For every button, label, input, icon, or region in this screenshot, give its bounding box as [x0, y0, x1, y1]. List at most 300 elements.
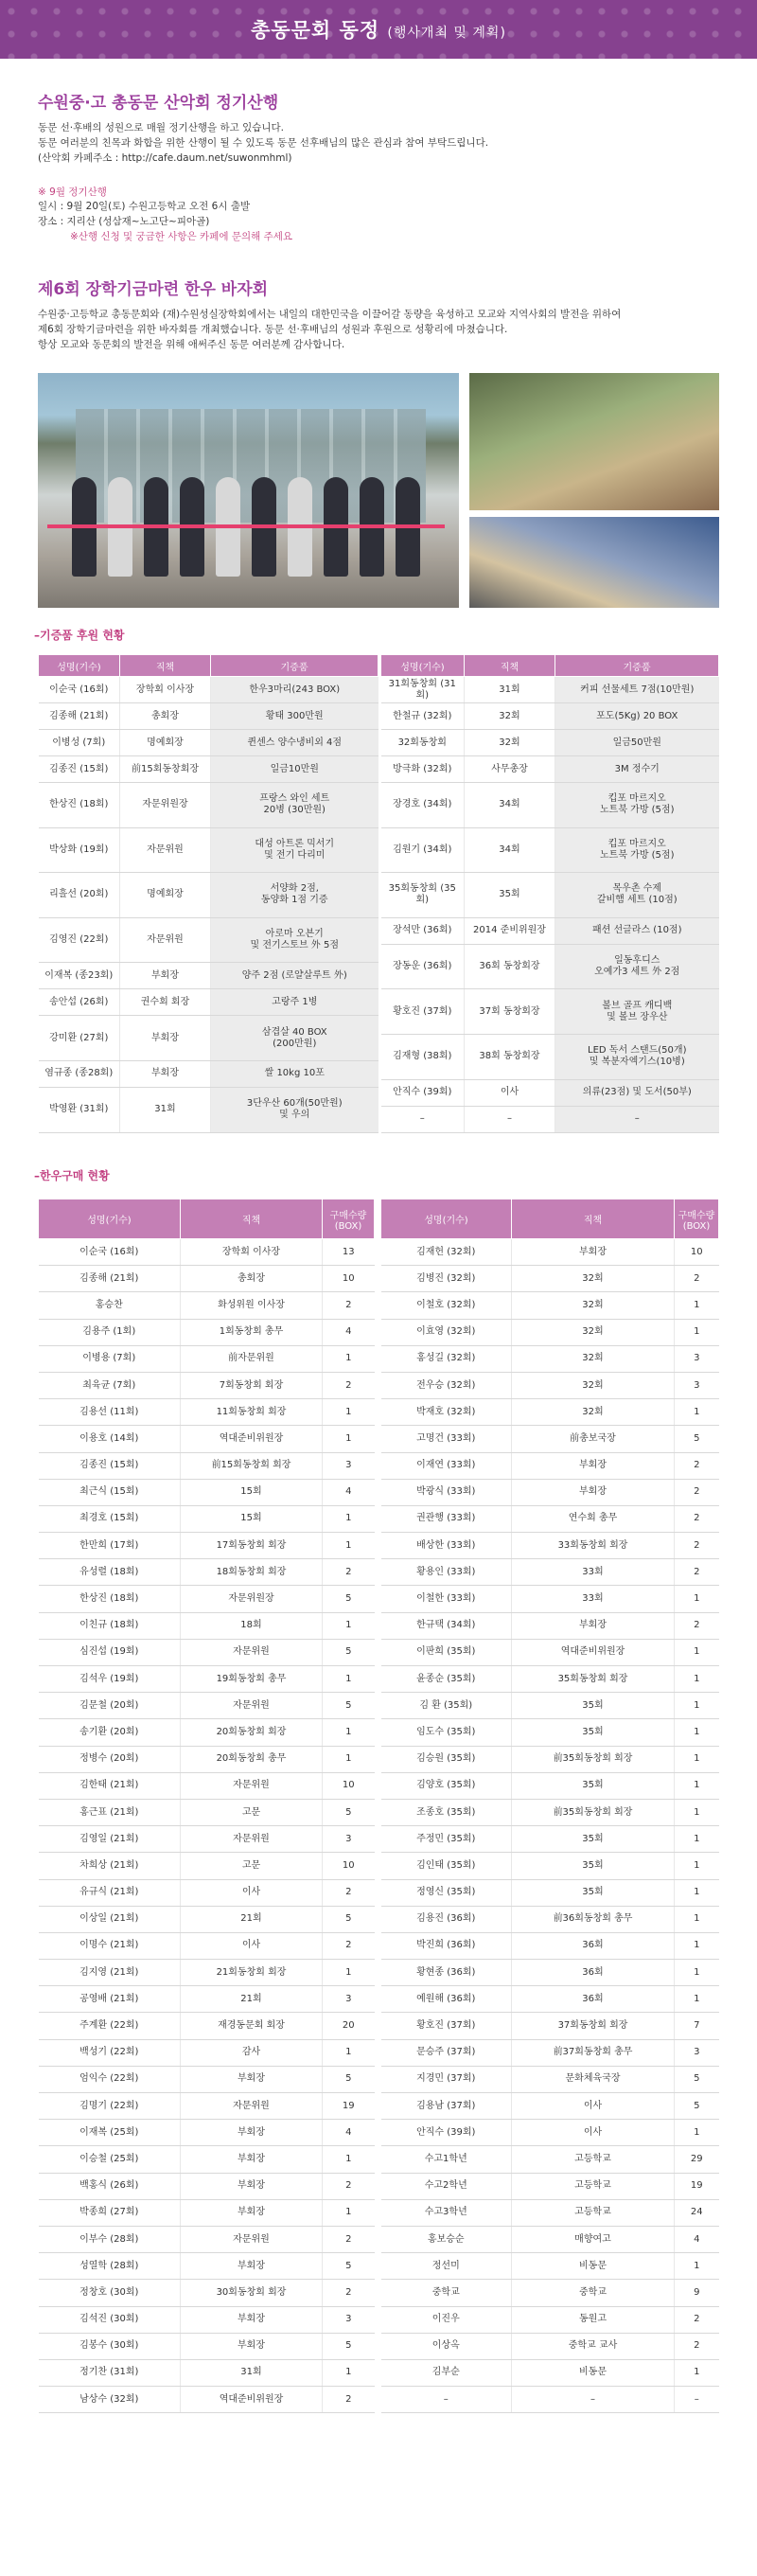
table-row: [381, 703, 719, 730]
table-cell: 3: [323, 1986, 375, 2013]
table-row: [381, 1960, 719, 1986]
table-cell: 김봉수 (30회): [39, 2333, 181, 2359]
table-row: [381, 2226, 719, 2252]
table-row: [381, 1612, 719, 1639]
table-cell: 2: [323, 2387, 375, 2413]
table-cell: 쌀 10kg 10포: [211, 1060, 378, 1087]
table-cell: 김재형 (38회): [381, 1034, 465, 1079]
table-cell: 1: [675, 1853, 719, 1879]
table-cell: 17회동창회 회장: [181, 1533, 323, 1559]
table-cell: 한규택 (34회): [381, 1612, 512, 1639]
table-cell: 이순국 (16회): [39, 677, 120, 703]
table-cell: 총회장: [181, 1266, 323, 1292]
table-cell: 35회: [512, 1719, 675, 1746]
table-row: [39, 1060, 378, 1087]
photo-gallery: [0, 373, 757, 619]
table-row: [381, 1292, 719, 1319]
table-row: [381, 1879, 719, 1906]
table-cell: 고문: [181, 1853, 323, 1879]
table-row: [39, 2146, 375, 2173]
col-header: 직책: [181, 1199, 323, 1239]
table-cell: 1: [675, 1319, 719, 1345]
table-cell: 자문위원: [181, 1826, 323, 1853]
table-cell: 최경호 (15회): [39, 1505, 181, 1532]
table-cell: 31회: [181, 2359, 323, 2386]
table-cell: 32회: [512, 1345, 675, 1372]
table-cell: 부회장: [181, 2120, 323, 2146]
table-cell: 염규종 (종28회): [39, 1060, 120, 1087]
table-cell: 박광식 (33회): [381, 1479, 512, 1505]
table-row: [39, 2066, 375, 2092]
table-cell: –: [555, 1106, 719, 1132]
table-cell: 장석만 (36회): [381, 917, 465, 944]
table-cell: 김명기 (22회): [39, 2093, 181, 2120]
table-row: [381, 1639, 719, 1665]
hiking-schedule: 일시 : 9월 20일(토) 수원고등학교 오전 6시 출발: [38, 201, 251, 212]
table-cell: 3단우산 60개(50만원) 및 우의: [211, 1087, 378, 1132]
table-cell: 김재헌 (32회): [381, 1239, 512, 1266]
table-cell: 프랑스 와인 세트 20병 (30만원): [211, 783, 378, 828]
table-cell: 동원고: [512, 2306, 675, 2333]
table-cell: 김병진 (32회): [381, 1266, 512, 1292]
table-cell: 35회: [512, 1879, 675, 1906]
table-cell: 33회: [512, 1559, 675, 1586]
table-cell: 중학교: [381, 2280, 512, 2306]
table-cell: 3: [323, 1826, 375, 1853]
table-cell: 32회: [512, 1266, 675, 1292]
table-cell: 15회: [181, 1479, 323, 1505]
table-row: [381, 783, 719, 828]
table-row: [381, 1079, 719, 1106]
table-cell: 1: [323, 2146, 375, 2173]
table-cell: 자문위원: [181, 2226, 323, 2252]
bazaar-line-3: 항상 모교와 동문회의 발전을 위해 애써주신 동문 여러분께 감사합니다.: [38, 339, 345, 350]
table-cell: 김 환 (35회): [381, 1693, 512, 1719]
table-cell: 부회장: [181, 2146, 323, 2173]
table-cell: 이사: [512, 2120, 675, 2146]
table-cell: 9: [675, 2280, 719, 2306]
table-cell: 매향여고: [512, 2226, 675, 2252]
table-cell: 이사: [512, 2093, 675, 2120]
table-cell: 문승주 (37회): [381, 2039, 512, 2066]
bazaar-stall-photo: [469, 373, 719, 510]
table-row: [39, 1586, 375, 1612]
table-row: [39, 1016, 378, 1061]
table-cell: 1: [675, 1693, 719, 1719]
table-cell: 부회장: [181, 2066, 323, 2092]
table-cell: 의류(23점) 및 도서(50부): [555, 1079, 719, 1106]
table-cell: 31회: [465, 677, 555, 703]
table-cell: 역대준비위원장: [181, 1426, 323, 1452]
col-header: 기증품: [211, 655, 378, 677]
table-cell: 24: [675, 2199, 719, 2226]
table-cell: 32회: [465, 703, 555, 730]
table-cell: 21회동창회 회장: [181, 1960, 323, 1986]
table-cell: 아로마 오븐기 및 전기스토브 外 5점: [211, 917, 378, 963]
table-cell: 32회: [512, 1319, 675, 1345]
table-cell: 34회: [465, 783, 555, 828]
table-cell: 5: [323, 1799, 375, 1825]
table-cell: 1회동창회 총무: [181, 1319, 323, 1345]
table-cell: 이상옥: [381, 2333, 512, 2359]
table-row: [381, 1746, 719, 1772]
table-row: [381, 2387, 719, 2413]
table-row: [381, 730, 719, 756]
table-row: [39, 2359, 375, 2386]
table-row: [381, 1986, 719, 2013]
table-cell: 5: [323, 1586, 375, 1612]
table-cell: 1: [675, 2359, 719, 2386]
table-cell: 송기환 (20회): [39, 1719, 181, 1746]
table-cell: 1: [675, 1772, 719, 1799]
table-cell: 연수회 총무: [512, 1505, 675, 1532]
table-cell: 임도수 (35회): [381, 1719, 512, 1746]
table-row: [381, 677, 719, 703]
table-cell: 남상수 (32회): [39, 2387, 181, 2413]
table-cell: 명예회장: [120, 873, 211, 918]
table-cell: 안직수 (39회): [381, 2120, 512, 2146]
table-cell: 장경호 (34회): [381, 783, 465, 828]
table-cell: –: [381, 2387, 512, 2413]
table-cell: 장학회 이사장: [120, 677, 211, 703]
table-row: [381, 2120, 719, 2146]
table-cell: 1: [675, 1746, 719, 1772]
table-cell: 역대준비위원장: [512, 1639, 675, 1665]
table-cell: 최육균 (7회): [39, 1372, 181, 1398]
table-row: [39, 1559, 375, 1586]
table-cell: 사무총장: [465, 756, 555, 783]
table-cell: 고명건 (33회): [381, 1426, 512, 1452]
table-row: [39, 2039, 375, 2066]
table-cell: 목우촌 수제 갈비햄 세트 (10점): [555, 873, 719, 918]
table-cell: 부회장: [181, 2173, 323, 2199]
hiking-section: [0, 89, 757, 243]
table-cell: 7회동창회 회장: [181, 1372, 323, 1398]
table-cell: 부회장: [181, 2199, 323, 2226]
table-cell: 윤종순 (35회): [381, 1666, 512, 1693]
table-cell: 예원해 (36회): [381, 1986, 512, 2013]
table-cell: LED 독서 스탠드(50개) 및 복분자엑기스(10병): [555, 1034, 719, 1079]
table-cell: 김영진 (22회): [39, 917, 120, 963]
page-title: [0, 15, 757, 44]
table-cell: 한철규 (32회): [381, 703, 465, 730]
table-cell: 이재복 (25회): [39, 2120, 181, 2146]
table-cell: 고랑주 1병: [211, 989, 378, 1016]
table-cell: 성열학 (28회): [39, 2253, 181, 2280]
table-cell: 前35회동창회 회장: [512, 1799, 675, 1825]
table-row: [381, 1266, 719, 1292]
table-cell: 박영환 (31회): [39, 1087, 120, 1132]
table-cell: 정선미: [381, 2253, 512, 2280]
table-row: [39, 1932, 375, 1959]
table-cell: 21회: [181, 1906, 323, 1932]
table-cell: 32회: [465, 730, 555, 756]
table-row: [381, 2146, 719, 2173]
table-row: [381, 2039, 719, 2066]
table-cell: 35회: [512, 1853, 675, 1879]
table-cell: 부회장: [181, 2306, 323, 2333]
table-row: [381, 1319, 719, 1345]
table-cell: 38회 동창회장: [465, 1034, 555, 1079]
table-cell: 1: [323, 1612, 375, 1639]
table-cell: 감사: [181, 2039, 323, 2066]
table-cell: 화성위원 이사장: [181, 1292, 323, 1319]
table-cell: 1: [675, 1986, 719, 2013]
table-cell: 1: [675, 1639, 719, 1665]
table-cell: 정기찬 (31회): [39, 2359, 181, 2386]
table-cell: 일금10만원: [211, 756, 378, 783]
table-cell: 장학회 이사장: [181, 1239, 323, 1266]
table-cell: 1: [675, 1292, 719, 1319]
table-cell: 홍성길 (32회): [381, 1345, 512, 1372]
table-cell: 대성 아트론 믹서기 및 전기 다리미: [211, 827, 378, 873]
hiking-note-title: ※ 9월 정기산행: [38, 187, 107, 198]
table-row: [381, 1479, 719, 1505]
table-row: [39, 703, 378, 730]
table-cell: 1: [323, 1960, 375, 1986]
table-cell: 前37회동창회 총무: [512, 2039, 675, 2066]
table-row: [381, 2280, 719, 2306]
table-row: [39, 1292, 375, 1319]
table-cell: 이상일 (21회): [39, 1906, 181, 1932]
table-row: [381, 2066, 719, 2092]
table-row: [39, 1452, 375, 1479]
table-row: [39, 2280, 375, 2306]
table-cell: 5: [675, 2066, 719, 2092]
table-cell: 양주 2점 (로얄살루트 外): [211, 963, 378, 989]
table-cell: 29: [675, 2146, 719, 2173]
table-cell: 2: [323, 2226, 375, 2252]
page-header: [0, 0, 757, 59]
table-cell: 7: [675, 2013, 719, 2039]
table-cell: 1: [675, 1719, 719, 1746]
table-cell: 킵포 마르지오 노트북 가방 (5점): [555, 783, 719, 828]
table-cell: 한만희 (17회): [39, 1533, 181, 1559]
table-cell: 34회: [465, 827, 555, 873]
col-header: 성명(기수): [39, 655, 120, 677]
table-cell: 김문철 (20회): [39, 1693, 181, 1719]
table-cell: 5: [323, 2333, 375, 2359]
table-cell: –: [381, 1106, 465, 1132]
table-cell: 권관행 (33회): [381, 1505, 512, 1532]
table-cell: 1: [323, 1746, 375, 1772]
table-cell: 명예회장: [120, 730, 211, 756]
table-row: [39, 2387, 375, 2413]
table-cell: 前15회동창회 회장: [181, 1452, 323, 1479]
table-cell: 고문: [181, 1799, 323, 1825]
table-cell: 자문위원: [181, 1693, 323, 1719]
table-cell: 2: [675, 1479, 719, 1505]
table-cell: 고등학교: [512, 2199, 675, 2226]
table-row: [381, 1586, 719, 1612]
table-cell: 부회장: [120, 1060, 211, 1087]
table-cell: 한상진 (18회): [39, 783, 120, 828]
donation-table-right: [380, 654, 719, 1133]
table-cell: 비동문: [512, 2359, 675, 2386]
table-cell: 김종해 (21회): [39, 703, 120, 730]
table-row: [39, 1612, 375, 1639]
table-cell: 볼브 골프 캐디백 및 볼브 장우산: [555, 989, 719, 1035]
table-cell: 황용인 (33회): [381, 1559, 512, 1586]
table-cell: 이명수 (21회): [39, 1932, 181, 1959]
table-cell: 김석진 (30회): [39, 2306, 181, 2333]
table-cell: 1: [323, 1505, 375, 1532]
table-cell: 18회: [181, 1612, 323, 1639]
table-cell: 3: [675, 1345, 719, 1372]
table-cell: 18회동창회 회장: [181, 1559, 323, 1586]
table-cell: 31회동창회 (31회): [381, 677, 465, 703]
bazaar-crowd-photo: [469, 517, 719, 608]
table-row: [39, 1319, 375, 1345]
table-row: [39, 756, 378, 783]
ribbon-cutting-photo: [38, 373, 459, 608]
table-cell: 이친규 (18회): [39, 1612, 181, 1639]
table-cell: 배상한 (33회): [381, 1533, 512, 1559]
table-row: [381, 2359, 719, 2386]
table-cell: 문화체육국장: [512, 2066, 675, 2092]
table-cell: 최근식 (15회): [39, 1479, 181, 1505]
bazaar-title: 제6회 장학기금마련 한우 바자회: [38, 280, 269, 299]
table-cell: 고등학교: [512, 2146, 675, 2173]
table-cell: 10: [323, 1266, 375, 1292]
table-row: [381, 917, 719, 944]
table-cell: 공영배 (21회): [39, 1986, 181, 2013]
table-cell: 일동후디스 오예가3 세트 外 2점: [555, 944, 719, 989]
table-cell: 21회: [181, 1986, 323, 2013]
table-cell: 4: [323, 1319, 375, 1345]
table-cell: 36회: [512, 1986, 675, 2013]
table-cell: 2: [675, 1559, 719, 1586]
purchase-table-left: [38, 1199, 375, 2413]
table-cell: 송안섭 (26회): [39, 989, 120, 1016]
table-cell: 강미환 (27회): [39, 1016, 120, 1061]
table-row: [39, 1399, 375, 1426]
table-cell: 3: [323, 1452, 375, 1479]
table-cell: 김지영 (21회): [39, 1960, 181, 1986]
table-cell: 1: [675, 1799, 719, 1825]
table-cell: 15회: [181, 1505, 323, 1532]
table-cell: 역대준비위원장: [181, 2387, 323, 2413]
col-header: 기증품: [555, 655, 719, 677]
table-cell: 10: [675, 1239, 719, 1266]
table-cell: 부회장: [512, 1479, 675, 1505]
table-cell: 이철호 (32회): [381, 1292, 512, 1319]
table-row: [39, 1345, 375, 1372]
table-cell: 35회: [512, 1772, 675, 1799]
table-cell: 전우승 (32회): [381, 1372, 512, 1398]
table-cell: 20회동창회 회장: [181, 1719, 323, 1746]
table-row: [39, 2173, 375, 2199]
table-cell: 총회장: [120, 703, 211, 730]
table-cell: 이순국 (16회): [39, 1239, 181, 1266]
table-row: [39, 1505, 375, 1532]
table-cell: 3: [675, 2039, 719, 2066]
table-cell: 3: [323, 2306, 375, 2333]
table-row: [39, 2333, 375, 2359]
table-cell: 11회동창회 회장: [181, 1399, 323, 1426]
table-cell: 1: [675, 1932, 719, 1959]
table-cell: 37회 동창회장: [465, 989, 555, 1035]
table-cell: 부회장: [512, 1612, 675, 1639]
table-row: [39, 1960, 375, 1986]
table-cell: 1: [675, 2253, 719, 2280]
table-row: [381, 1799, 719, 1825]
table-cell: 자문위원: [120, 917, 211, 963]
table-row: [381, 1826, 719, 1853]
table-cell: 김석우 (19회): [39, 1666, 181, 1693]
table-cell: 정영신 (35회): [381, 1879, 512, 1906]
bazaar-section: [0, 275, 757, 352]
table-cell: 32회동창회: [381, 730, 465, 756]
table-cell: 부회장: [120, 963, 211, 989]
table-cell: 2: [675, 1505, 719, 1532]
table-cell: 이사: [181, 1932, 323, 1959]
table-cell: 36회: [512, 1960, 675, 1986]
table-cell: 김인태 (35회): [381, 1853, 512, 1879]
table-cell: 32회: [512, 1399, 675, 1426]
table-cell: 비동문: [512, 2253, 675, 2280]
table-cell: 김원기 (34회): [381, 827, 465, 873]
table-cell: 19회동창회 총무: [181, 1666, 323, 1693]
table-cell: 1: [323, 2199, 375, 2226]
table-row: [39, 1719, 375, 1746]
table-row: [39, 1746, 375, 1772]
table-cell: 5: [323, 1639, 375, 1665]
table-cell: 1: [323, 2039, 375, 2066]
table-cell: 이부수 (28회): [39, 2226, 181, 2252]
table-cell: 이판희 (35회): [381, 1639, 512, 1665]
table-cell: 황현종 (36회): [381, 1960, 512, 1986]
hiking-line-2: 동문 여러분의 친목과 화합을 위한 산행이 될 수 있도록 동문 선후배님의 많은 관심과 참여 부탁드립니다.: [38, 137, 489, 149]
table-cell: 1: [323, 1533, 375, 1559]
table-cell: 김용남 (37회): [381, 2093, 512, 2120]
table-cell: 이용호 (14회): [39, 1426, 181, 1452]
table-cell: 리흘선 (20회): [39, 873, 120, 918]
table-cell: 패션 선글라스 (10점): [555, 917, 719, 944]
table-cell: 10: [323, 1772, 375, 1799]
table-cell: 2: [323, 1559, 375, 1586]
table-row: [39, 1986, 375, 2013]
table-cell: 킵포 마르지오 노트북 가방 (5점): [555, 827, 719, 873]
table-cell: 33회: [512, 1586, 675, 1612]
table-cell: 5: [323, 1906, 375, 1932]
table-cell: 차희상 (21회): [39, 1853, 181, 1879]
col-header: 직책: [120, 655, 211, 677]
table-cell: 1: [675, 1666, 719, 1693]
table-cell: 36회 동창회장: [465, 944, 555, 989]
table-row: [381, 2306, 719, 2333]
table-row: [381, 1452, 719, 1479]
hiking-cafe-link[interactable]: (산악회 카페주소 : http://cafe.daum.net/suwonmhml): [38, 152, 292, 164]
table-cell: 이병용 (7회): [39, 1345, 181, 1372]
donation-tables: [0, 654, 757, 1146]
table-cell: 이재연 (33회): [381, 1452, 512, 1479]
table-cell: 자문위원: [181, 1772, 323, 1799]
table-row: [381, 2199, 719, 2226]
table-cell: 백성기 (22회): [39, 2039, 181, 2066]
table-cell: 주정민 (35회): [381, 1826, 512, 1853]
table-cell: 황호진 (37회): [381, 2013, 512, 2039]
table-cell: 홍근표 (21회): [39, 1799, 181, 1825]
table-cell: 1: [675, 1879, 719, 1906]
table-cell: 수고1학년: [381, 2146, 512, 2173]
table-cell: 4: [323, 2120, 375, 2146]
table-cell: 19: [323, 2093, 375, 2120]
table-cell: 20회동창회 총무: [181, 1746, 323, 1772]
table-row: [381, 2013, 719, 2039]
table-cell: 수고2학년: [381, 2173, 512, 2199]
table-cell: 김양호 (35회): [381, 1772, 512, 1799]
